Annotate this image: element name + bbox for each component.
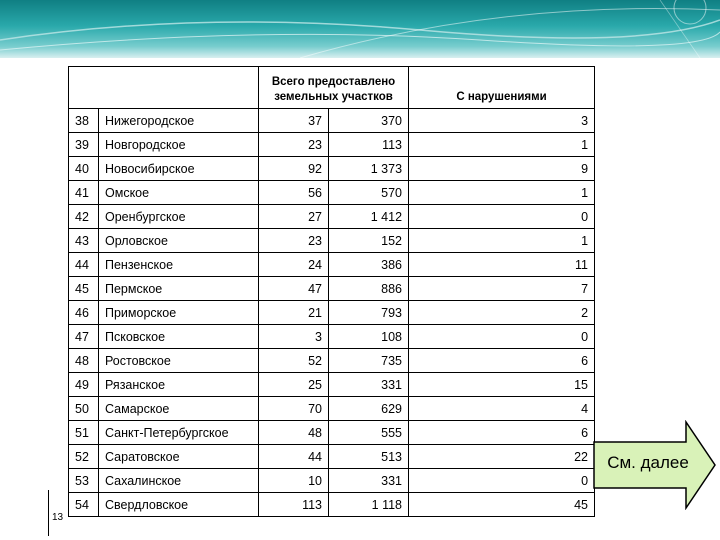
region-name: Свердловское <box>99 493 259 517</box>
row-number: 48 <box>69 349 99 373</box>
violations-count: 3 <box>409 109 595 133</box>
total-plots-area: 1 412 <box>329 205 409 229</box>
next-page-button[interactable]: См. далее <box>607 453 689 472</box>
total-plots-area: 629 <box>329 397 409 421</box>
region-name: Приморское <box>99 301 259 325</box>
total-plots-count: 70 <box>259 397 329 421</box>
row-number: 51 <box>69 421 99 445</box>
row-number: 49 <box>69 373 99 397</box>
violations-count: 0 <box>409 325 595 349</box>
table-row <box>69 181 595 205</box>
violations-count: 2 <box>409 301 595 325</box>
row-number: 50 <box>69 397 99 421</box>
header-banner <box>0 0 720 58</box>
region-name: Нижегородское <box>99 109 259 133</box>
total-plots-area: 570 <box>329 181 409 205</box>
total-plots-count: 92 <box>259 157 329 181</box>
total-plots-count: 24 <box>259 253 329 277</box>
total-plots-area: 386 <box>329 253 409 277</box>
total-plots-count: 10 <box>259 469 329 493</box>
total-plots-count: 52 <box>259 349 329 373</box>
region-name: Самарское <box>99 397 259 421</box>
row-number: 40 <box>69 157 99 181</box>
violations-count: 1 <box>409 181 595 205</box>
table-row <box>69 133 595 157</box>
table-row <box>69 445 595 469</box>
violations-count: 6 <box>409 421 595 445</box>
region-name: Санкт-Петербургское <box>99 421 259 445</box>
row-number: 45 <box>69 277 99 301</box>
table-row <box>69 277 595 301</box>
table-row <box>69 421 595 445</box>
violations-count: 4 <box>409 397 595 421</box>
total-plots-count: 113 <box>259 493 329 517</box>
table-row <box>69 373 595 397</box>
total-plots-area: 1 373 <box>329 157 409 181</box>
table-header-row <box>69 67 595 109</box>
region-name: Орловское <box>99 229 259 253</box>
violations-count: 11 <box>409 253 595 277</box>
total-plots-area: 108 <box>329 325 409 349</box>
row-number: 44 <box>69 253 99 277</box>
page-number: 13 <box>52 512 64 523</box>
total-plots-count: 23 <box>259 229 329 253</box>
header-violations: С нарушениями <box>409 67 595 109</box>
violations-count: 9 <box>409 157 595 181</box>
total-plots-count: 21 <box>259 301 329 325</box>
total-plots-count: 56 <box>259 181 329 205</box>
region-name: Сахалинское <box>99 469 259 493</box>
violations-count: 15 <box>409 373 595 397</box>
table-row <box>69 349 595 373</box>
region-name: Новгородское <box>99 133 259 157</box>
row-number: 41 <box>69 181 99 205</box>
total-plots-area: 113 <box>329 133 409 157</box>
violations-count: 6 <box>409 349 595 373</box>
violations-count: 45 <box>409 493 595 517</box>
total-plots-area: 555 <box>329 421 409 445</box>
total-plots-area: 1 118 <box>329 493 409 517</box>
violations-count: 1 <box>409 229 595 253</box>
violations-count: 22 <box>409 445 595 469</box>
violations-count: 0 <box>409 205 595 229</box>
total-plots-count: 23 <box>259 133 329 157</box>
violations-count: 7 <box>409 277 595 301</box>
table-row <box>69 397 595 421</box>
total-plots-count: 37 <box>259 109 329 133</box>
total-plots-count: 48 <box>259 421 329 445</box>
total-plots-area: 331 <box>329 469 409 493</box>
header-total-line2: земельных участков <box>274 91 393 103</box>
table-row <box>69 253 595 277</box>
table-row <box>69 469 595 493</box>
table-body <box>69 109 595 517</box>
violations-count: 0 <box>409 469 595 493</box>
table-row <box>69 109 595 133</box>
total-plots-area: 735 <box>329 349 409 373</box>
region-name: Новосибирское <box>99 157 259 181</box>
region-name: Пермское <box>99 277 259 301</box>
left-margin-line <box>48 490 49 536</box>
region-name: Псковское <box>99 325 259 349</box>
row-number: 39 <box>69 133 99 157</box>
banner-swoosh-graphic <box>0 0 720 58</box>
region-name: Омское <box>99 181 259 205</box>
region-name: Оренбургское <box>99 205 259 229</box>
row-number: 52 <box>69 445 99 469</box>
total-plots-area: 793 <box>329 301 409 325</box>
total-plots-area: 370 <box>329 109 409 133</box>
total-plots-area: 152 <box>329 229 409 253</box>
table-row <box>69 229 595 253</box>
violations-count: 1 <box>409 133 595 157</box>
row-number: 42 <box>69 205 99 229</box>
table-row <box>69 205 595 229</box>
table-row <box>69 157 595 181</box>
total-plots-count: 47 <box>259 277 329 301</box>
total-plots-area: 513 <box>329 445 409 469</box>
row-number: 47 <box>69 325 99 349</box>
region-name: Саратовское <box>99 445 259 469</box>
region-name: Ростовское <box>99 349 259 373</box>
table-row <box>69 325 595 349</box>
table-row <box>69 493 595 517</box>
table-row <box>69 301 595 325</box>
regions-table <box>68 66 595 517</box>
header-total-plots <box>259 67 409 109</box>
header-total-line1: Всего предоставлено <box>271 76 396 88</box>
row-number: 53 <box>69 469 99 493</box>
total-plots-count: 44 <box>259 445 329 469</box>
total-plots-count: 27 <box>259 205 329 229</box>
total-plots-area: 886 <box>329 277 409 301</box>
header-empty-cell <box>69 67 259 109</box>
row-number: 54 <box>69 493 99 517</box>
row-number: 43 <box>69 229 99 253</box>
total-plots-count: 3 <box>259 325 329 349</box>
total-plots-count: 25 <box>259 373 329 397</box>
row-number: 46 <box>69 301 99 325</box>
row-number: 38 <box>69 109 99 133</box>
region-name: Пензенское <box>99 253 259 277</box>
total-plots-area: 331 <box>329 373 409 397</box>
region-name: Рязанское <box>99 373 259 397</box>
